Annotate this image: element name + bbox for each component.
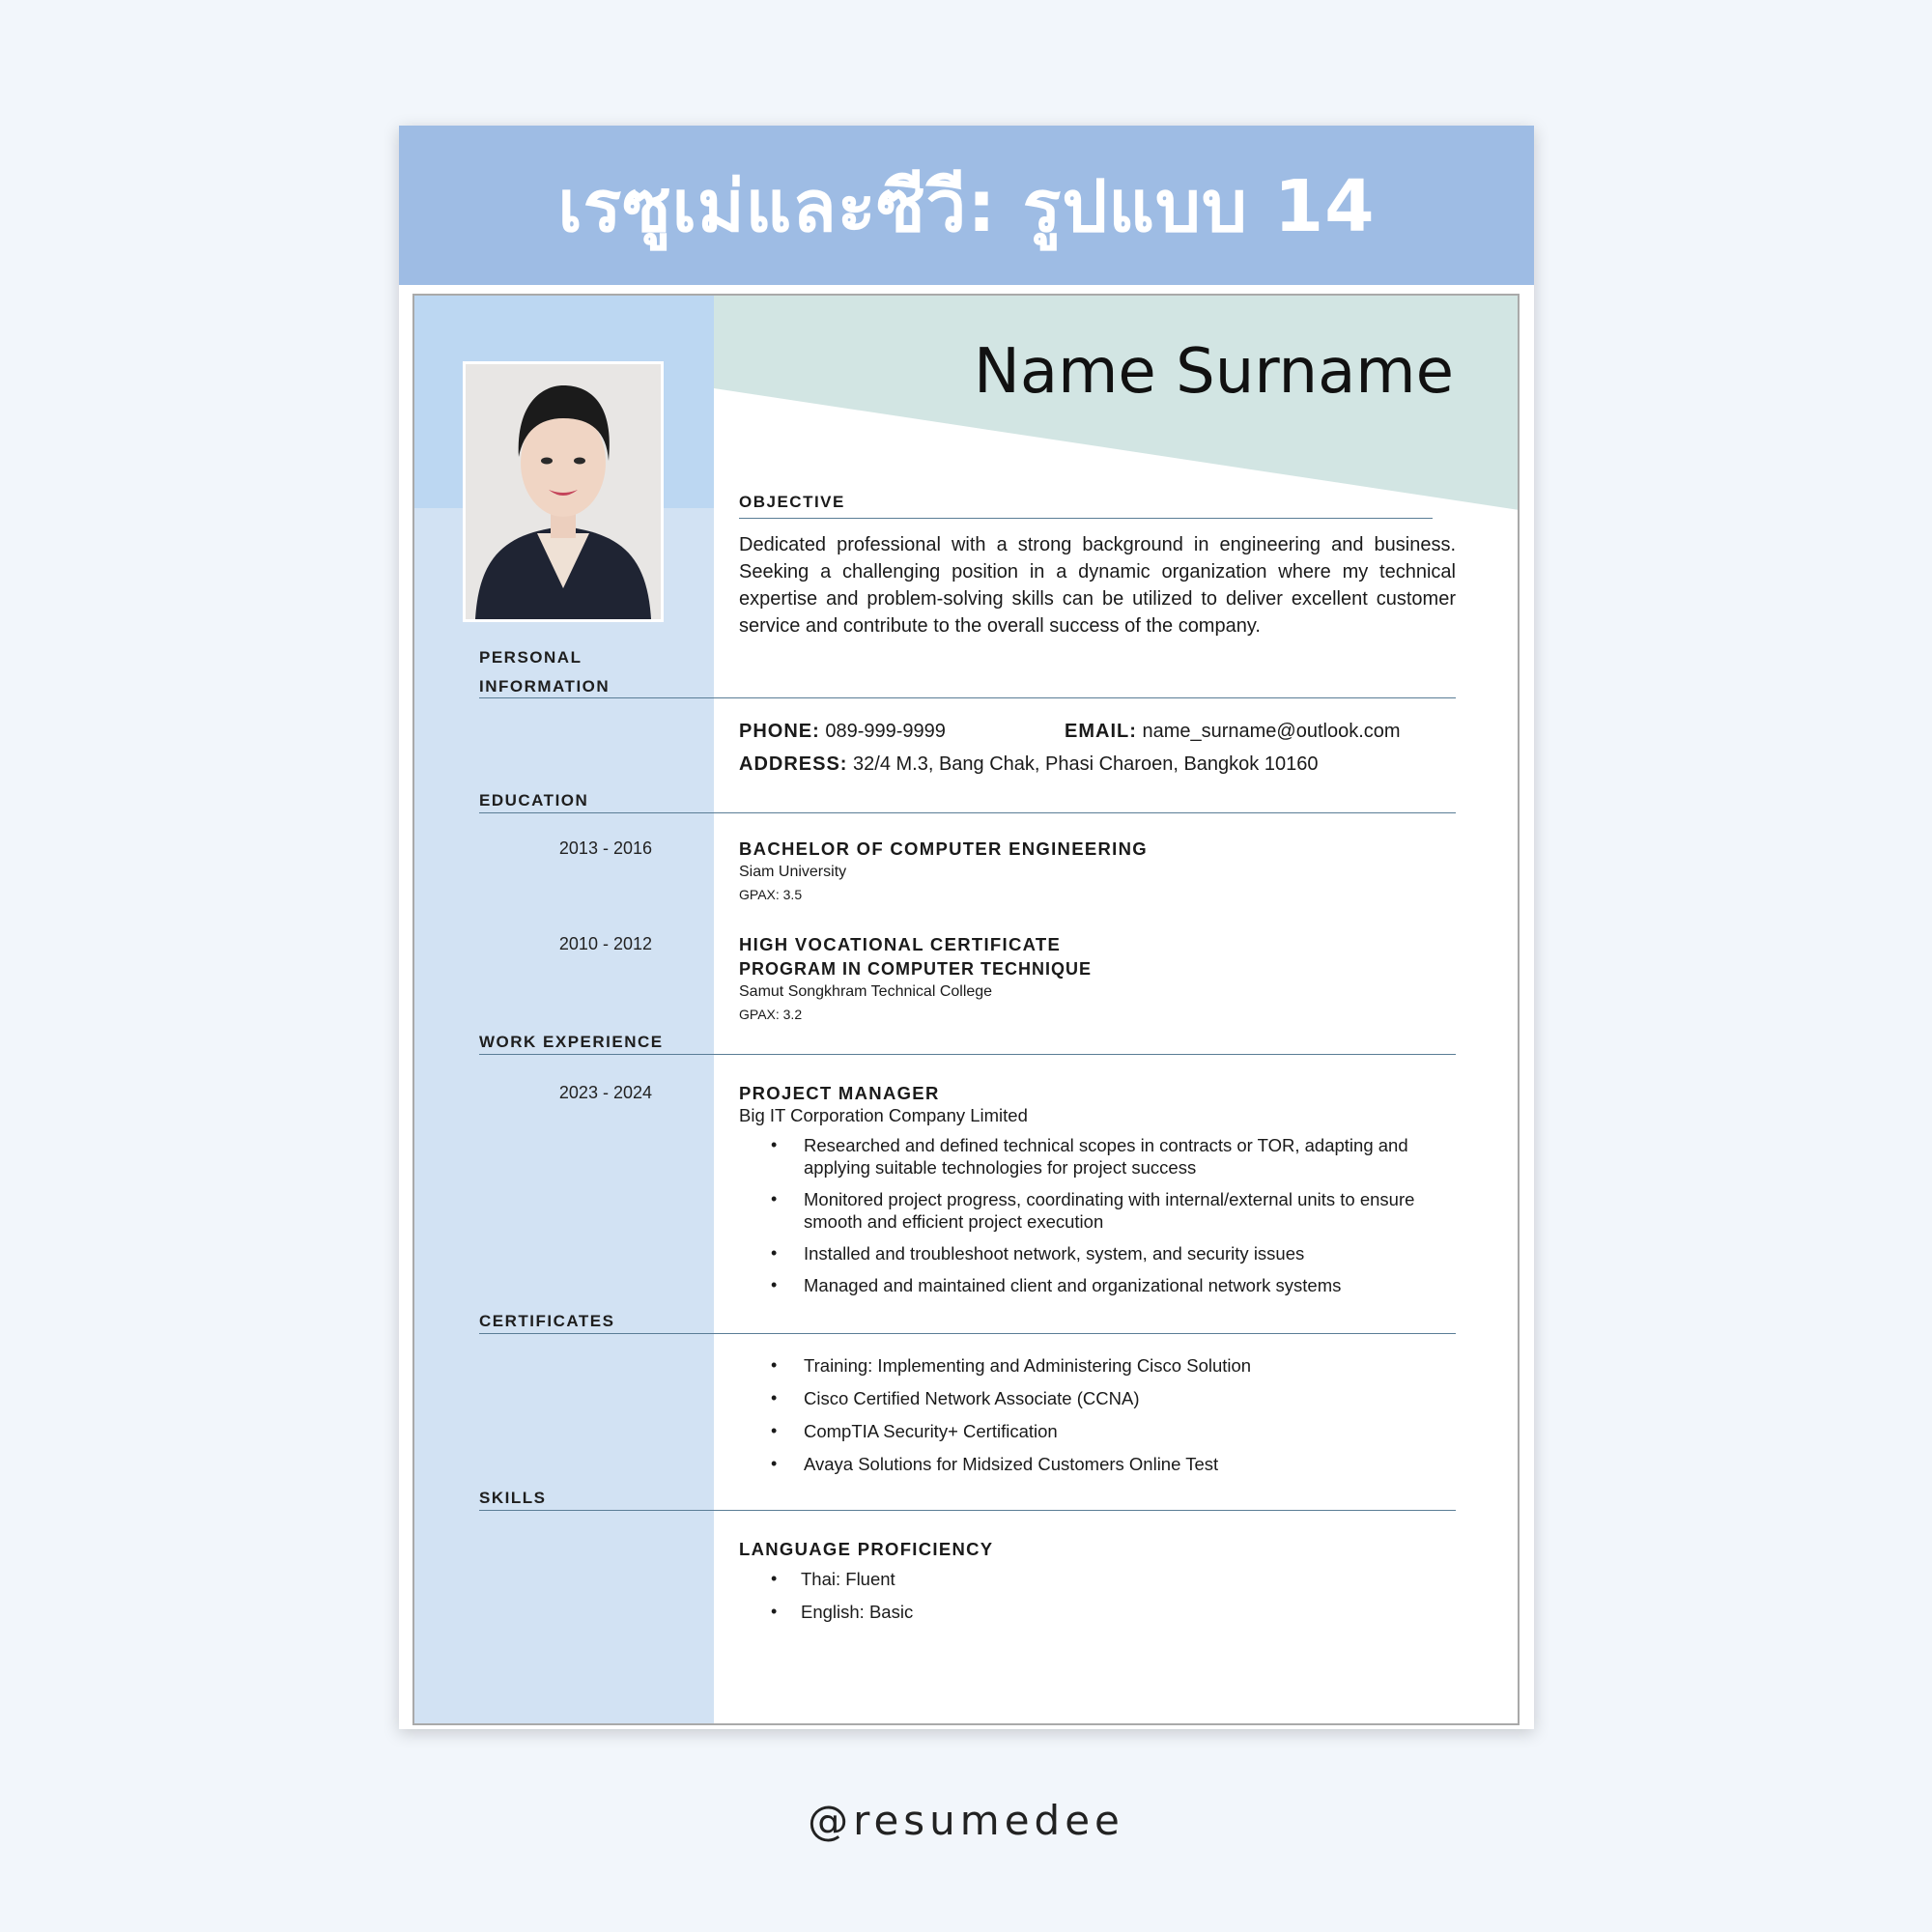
title-banner <box>399 126 1534 285</box>
email-label: EMAIL: <box>1065 721 1137 742</box>
full-name: Name Surname <box>973 336 1454 408</box>
resume-card <box>399 126 1534 1729</box>
phone-label: PHONE: <box>739 721 820 742</box>
banner-title: เรซูเม่และซีวี: รูปแบบ 14 <box>557 164 1376 248</box>
certificate-item: • Avaya Solutions for Midsized Customers Online Test <box>739 1453 1415 1475</box>
education-school-1: Siam University <box>739 864 847 880</box>
email-value: name_surname@outlook.com <box>1142 721 1401 742</box>
work-bullet: • Installed and troubleshoot network, system, and security issues <box>739 1242 1415 1264</box>
objective-text: Dedicated professional with a strong background in engineering and business. Seeking a challenging position in a dynamic organization where my technical expertise and problem-solving skills can be utilized to deliver excellent customer service and contribute to the overall success of the company. <box>739 534 1456 637</box>
language-list <box>739 1568 1415 1623</box>
language-item: • Thai: Fluent <box>739 1568 1415 1590</box>
profile-photo <box>463 361 664 622</box>
education-years-1: 2013 - 2016 <box>558 838 652 858</box>
work-bullet: • Monitored project progress, coordinating with internal/external units to ensure smooth and efficient project execution <box>739 1188 1415 1233</box>
education-rule <box>479 812 1456 813</box>
footer-handle: @resumedee <box>808 1797 1124 1844</box>
skills-heading: SKILLS <box>479 1489 547 1507</box>
certificates-heading: CERTIFICATES <box>479 1312 615 1330</box>
phone-row <box>739 721 946 743</box>
education-program-2: PROGRAM IN COMPUTER TECHNIQUE <box>739 959 1093 979</box>
phone-value: 089-999-9999 <box>825 721 946 742</box>
education-gpax-1: GPAX: 3.5 <box>739 887 803 902</box>
education-gpax-2: GPAX: 3.2 <box>739 1007 803 1022</box>
work-title: PROJECT MANAGER <box>739 1083 940 1103</box>
work-years: 2023 - 2024 <box>558 1083 652 1102</box>
email-row <box>1065 721 1401 743</box>
objective-heading: OBJECTIVE <box>739 493 845 511</box>
work-bullets <box>739 1134 1415 1296</box>
language-heading: LANGUAGE PROFICIENCY <box>739 1539 994 1559</box>
work-company: Big IT Corporation Company Limited <box>739 1105 1028 1125</box>
certificate-item: • CompTIA Security+ Certification <box>739 1420 1415 1442</box>
education-school-2: Samut Songkhram Technical College <box>739 983 993 1000</box>
work-bullet: • Researched and defined technical scopes in contracts or TOR, adapting and applying suitable technologies for project success <box>739 1134 1415 1179</box>
work-heading: WORK EXPERIENCE <box>479 1033 664 1051</box>
education-degree-1: BACHELOR OF COMPUTER ENGINEERING <box>739 838 1148 859</box>
person-photo-icon <box>466 364 661 619</box>
education-degree-2: HIGH VOCATIONAL CERTIFICATE <box>739 934 1062 954</box>
language-item: • English: Basic <box>739 1601 1415 1623</box>
skills-rule <box>479 1510 1456 1511</box>
certificates-rule <box>479 1333 1456 1334</box>
personal-heading-line2: INFORMATION <box>479 677 611 696</box>
objective-rule <box>739 518 1433 519</box>
work-rule <box>479 1054 1456 1055</box>
personal-heading-line1: PERSONAL <box>479 648 582 667</box>
certificate-list <box>739 1354 1415 1475</box>
address-row <box>739 753 1318 776</box>
address-value: 32/4 M.3, Bang Chak, Phasi Charoen, Bangkok 10160 <box>853 753 1319 775</box>
address-label: ADDRESS: <box>739 753 848 775</box>
work-bullet: • Managed and maintained client and organizational network systems <box>739 1274 1415 1296</box>
education-years-2: 2010 - 2012 <box>558 934 652 953</box>
resume-page <box>412 294 1520 1725</box>
education-heading: EDUCATION <box>479 791 589 810</box>
personal-rule <box>479 697 1456 698</box>
certificate-item: • Cisco Certified Network Associate (CCNA) <box>739 1387 1415 1409</box>
certificate-item: • Training: Implementing and Administering Cisco Solution <box>739 1354 1415 1377</box>
